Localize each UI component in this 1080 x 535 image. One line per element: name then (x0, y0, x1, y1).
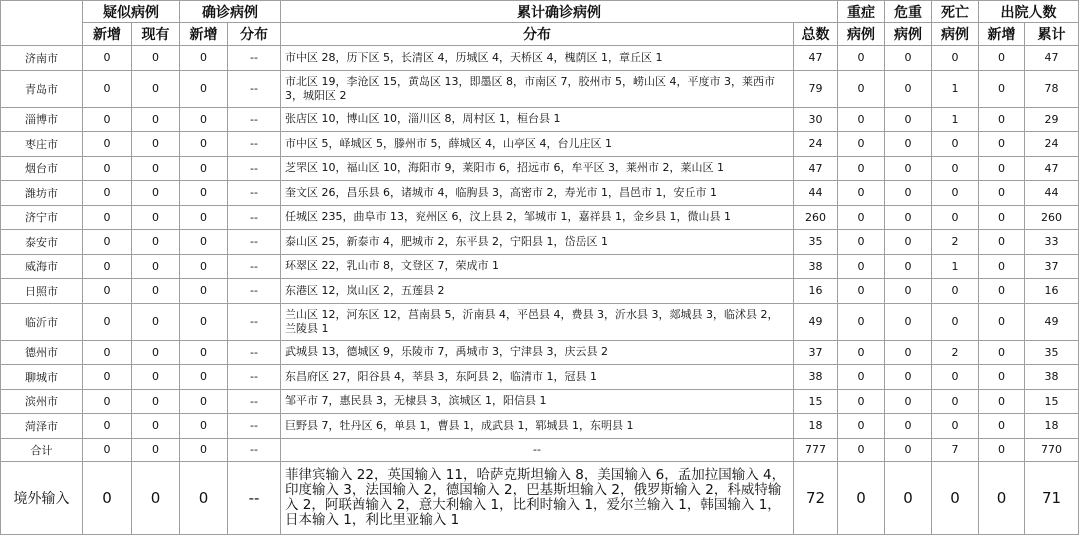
dis-new-cell: 0 (979, 461, 1025, 534)
city-cell: 聊城市 (1, 365, 83, 390)
critical-cell: 0 (885, 181, 932, 206)
distribution-cell: 兰山区 12，河东区 12，莒南县 5，沂南县 4，平邑县 4，费县 3，沂水县 3，郯城县 3，临沭县 2，兰陵县 1 (281, 303, 794, 340)
total-cell: 47 (794, 156, 838, 181)
conf-dist-cell: -- (228, 340, 281, 365)
conf-new-cell: 0 (180, 414, 228, 439)
dis-total-cell: 37 (1025, 254, 1079, 279)
distribution-cell: 巨野县 7，牡丹区 6，单县 1，曹县 1，成武县 1，郓城县 1，东明县 1 (281, 414, 794, 439)
total-cell: 35 (794, 230, 838, 255)
sus-current-cell: 0 (132, 340, 180, 365)
header-critical: 危重 (885, 1, 932, 23)
critical-cell: 0 (885, 414, 932, 439)
dis-total-cell: 24 (1025, 132, 1079, 157)
distribution-cell: 市中区 5，峄城区 5，滕州市 5，薛城区 4，山亭区 4，台儿庄区 1 (281, 132, 794, 157)
dis-total-cell: 260 (1025, 205, 1079, 230)
city-cell: 济宁市 (1, 205, 83, 230)
critical-cell: 0 (885, 340, 932, 365)
conf-dist-cell: -- (228, 254, 281, 279)
death-cell: 0 (932, 132, 979, 157)
death-cell: 0 (932, 365, 979, 390)
conf-new-cell: 0 (180, 461, 228, 534)
distribution-cell: 张店区 10，博山区 10，淄川区 8，周村区 1，桓台县 1 (281, 107, 794, 132)
dis-new-cell: 0 (979, 132, 1025, 157)
dis-new-cell: 0 (979, 181, 1025, 206)
total-cell: 47 (794, 46, 838, 71)
severe-cell: 0 (838, 438, 885, 461)
sus-new-cell: 0 (83, 70, 132, 107)
table-body (1, 46, 1079, 535)
sus-new-cell: 0 (83, 303, 132, 340)
sus-current-cell: 0 (132, 46, 180, 71)
table-row (1, 205, 1079, 230)
distribution-cell: 环翠区 22，乳山市 8，文登区 7，荣成市 1 (281, 254, 794, 279)
sus-new-cell: 0 (83, 340, 132, 365)
severe-cell: 0 (838, 230, 885, 255)
severe-cell: 0 (838, 461, 885, 534)
severe-cell: 0 (838, 132, 885, 157)
sus-new-cell: 0 (83, 205, 132, 230)
death-cell: 1 (932, 107, 979, 132)
sus-new-cell: 0 (83, 132, 132, 157)
critical-cell: 0 (885, 389, 932, 414)
header-sus-new: 新增 (83, 23, 132, 46)
death-cell: 0 (932, 414, 979, 439)
dis-new-cell: 0 (979, 70, 1025, 107)
distribution-cell: 东港区 12，岚山区 2，五莲县 2 (281, 279, 794, 304)
distribution-cell: 邹平市 7，惠民县 3，无棣县 3，滨城区 1，阳信县 1 (281, 389, 794, 414)
critical-cell: 0 (885, 70, 932, 107)
conf-dist-cell: -- (228, 181, 281, 206)
distribution-cell: 市中区 28，历下区 5，长清区 4，历城区 4，天桥区 4，槐荫区 1，章丘区 1 (281, 46, 794, 71)
death-cell: 0 (932, 389, 979, 414)
death-cell: 0 (932, 303, 979, 340)
total-row (1, 438, 1079, 461)
dis-new-cell: 0 (979, 389, 1025, 414)
city-cell: 临沂市 (1, 303, 83, 340)
sus-current-cell: 0 (132, 254, 180, 279)
total-cell: 37 (794, 340, 838, 365)
city-cell: 淄博市 (1, 107, 83, 132)
conf-new-cell: 0 (180, 389, 228, 414)
foreign-import-row (1, 461, 1079, 534)
dis-new-cell: 0 (979, 279, 1025, 304)
header-death: 死亡 (932, 1, 979, 23)
table-row (1, 46, 1079, 71)
table-row (1, 132, 1079, 157)
distribution-cell: 市北区 19，李沧区 15，黄岛区 13，即墨区 8，市南区 7，胶州市 5，崂山区 4，平度市 3，莱西市 3，城阳区 2 (281, 70, 794, 107)
header-blank (1, 1, 83, 46)
severe-cell: 0 (838, 279, 885, 304)
sus-new-cell: 0 (83, 461, 132, 534)
conf-new-cell: 0 (180, 279, 228, 304)
critical-cell: 0 (885, 132, 932, 157)
sus-current-cell: 0 (132, 389, 180, 414)
sus-current-cell: 0 (132, 230, 180, 255)
conf-dist-cell: -- (228, 107, 281, 132)
dis-new-cell: 0 (979, 340, 1025, 365)
sus-new-cell: 0 (83, 438, 132, 461)
header-cum-total: 总数 (794, 23, 838, 46)
dis-total-cell: 29 (1025, 107, 1079, 132)
conf-dist-cell: -- (228, 205, 281, 230)
dis-total-cell: 33 (1025, 230, 1079, 255)
header-conf-new: 新增 (180, 23, 228, 46)
conf-new-cell: 0 (180, 156, 228, 181)
severe-cell: 0 (838, 46, 885, 71)
conf-new-cell: 0 (180, 107, 228, 132)
conf-new-cell: 0 (180, 340, 228, 365)
sus-new-cell: 0 (83, 254, 132, 279)
header-conf-dist: 分布 (228, 23, 281, 46)
header-row-sub (1, 23, 1079, 46)
city-cell: 合计 (1, 438, 83, 461)
total-cell: 44 (794, 181, 838, 206)
dis-total-cell: 78 (1025, 70, 1079, 107)
sus-new-cell: 0 (83, 156, 132, 181)
total-cell: 777 (794, 438, 838, 461)
dis-total-cell: 770 (1025, 438, 1079, 461)
death-cell: 0 (932, 46, 979, 71)
dis-new-cell: 0 (979, 365, 1025, 390)
header-cumulative: 累计确诊病例 (281, 1, 838, 23)
conf-new-cell: 0 (180, 205, 228, 230)
critical-cell: 0 (885, 254, 932, 279)
dis-new-cell: 0 (979, 46, 1025, 71)
city-cell: 烟台市 (1, 156, 83, 181)
sus-current-cell: 0 (132, 107, 180, 132)
severe-cell: 0 (838, 340, 885, 365)
header-discharged: 出院人数 (979, 1, 1079, 23)
header-severe-sub: 病例 (838, 23, 885, 46)
dis-new-cell: 0 (979, 438, 1025, 461)
sus-current-cell: 0 (132, 279, 180, 304)
dis-total-cell: 16 (1025, 279, 1079, 304)
conf-dist-cell: -- (228, 230, 281, 255)
severe-cell: 0 (838, 107, 885, 132)
conf-new-cell: 0 (180, 438, 228, 461)
city-cell: 潍坊市 (1, 181, 83, 206)
severe-cell: 0 (838, 70, 885, 107)
conf-dist-cell: -- (228, 389, 281, 414)
conf-new-cell: 0 (180, 181, 228, 206)
death-cell: 0 (932, 205, 979, 230)
table-row (1, 70, 1079, 107)
header-confirmed: 确诊病例 (180, 1, 281, 23)
severe-cell: 0 (838, 254, 885, 279)
conf-new-cell: 0 (180, 70, 228, 107)
critical-cell: 0 (885, 438, 932, 461)
header-row-top (1, 1, 1079, 23)
table-row (1, 365, 1079, 390)
city-cell: 菏泽市 (1, 414, 83, 439)
sus-new-cell: 0 (83, 107, 132, 132)
total-cell: 16 (794, 279, 838, 304)
city-cell: 泰安市 (1, 230, 83, 255)
critical-cell: 0 (885, 365, 932, 390)
sus-current-cell: 0 (132, 461, 180, 534)
header-suspected: 疑似病例 (83, 1, 180, 23)
conf-dist-cell: -- (228, 46, 281, 71)
sus-current-cell: 0 (132, 205, 180, 230)
conf-new-cell: 0 (180, 365, 228, 390)
sus-current-cell: 0 (132, 365, 180, 390)
conf-dist-cell: -- (228, 461, 281, 534)
dis-new-cell: 0 (979, 230, 1025, 255)
death-cell: 0 (932, 156, 979, 181)
distribution-cell: 东昌府区 27，阳谷县 4，莘县 3，东阿县 2，临清市 1，冠县 1 (281, 365, 794, 390)
conf-dist-cell: -- (228, 365, 281, 390)
sus-current-cell: 0 (132, 70, 180, 107)
total-cell: 24 (794, 132, 838, 157)
table-row (1, 156, 1079, 181)
death-cell: 1 (932, 254, 979, 279)
total-cell: 18 (794, 414, 838, 439)
dis-total-cell: 18 (1025, 414, 1079, 439)
sus-current-cell: 0 (132, 414, 180, 439)
dis-total-cell: 47 (1025, 46, 1079, 71)
total-cell: 72 (794, 461, 838, 534)
dis-total-cell: 35 (1025, 340, 1079, 365)
table-row (1, 254, 1079, 279)
conf-dist-cell: -- (228, 156, 281, 181)
critical-cell: 0 (885, 107, 932, 132)
dis-new-cell: 0 (979, 254, 1025, 279)
death-cell: 1 (932, 70, 979, 107)
conf-new-cell: 0 (180, 230, 228, 255)
header-dis-new: 新增 (979, 23, 1025, 46)
severe-cell: 0 (838, 205, 885, 230)
dis-total-cell: 49 (1025, 303, 1079, 340)
city-cell: 德州市 (1, 340, 83, 365)
death-cell: 2 (932, 230, 979, 255)
total-cell: 15 (794, 389, 838, 414)
critical-cell: 0 (885, 279, 932, 304)
critical-cell: 0 (885, 461, 932, 534)
table-row (1, 230, 1079, 255)
dis-total-cell: 47 (1025, 156, 1079, 181)
conf-dist-cell: -- (228, 132, 281, 157)
total-cell: 30 (794, 107, 838, 132)
sus-current-cell: 0 (132, 303, 180, 340)
critical-cell: 0 (885, 205, 932, 230)
total-cell: 260 (794, 205, 838, 230)
death-cell: 0 (932, 279, 979, 304)
conf-new-cell: 0 (180, 46, 228, 71)
table-row (1, 107, 1079, 132)
dis-new-cell: 0 (979, 156, 1025, 181)
death-cell: 7 (932, 438, 979, 461)
distribution-cell: 奎文区 26，昌乐县 6，诸城市 4，临朐县 3，高密市 2，寿光市 1，昌邑市 1，安丘市 1 (281, 181, 794, 206)
city-cell: 威海市 (1, 254, 83, 279)
sus-current-cell: 0 (132, 438, 180, 461)
table-row (1, 340, 1079, 365)
sus-current-cell: 0 (132, 156, 180, 181)
conf-dist-cell: -- (228, 438, 281, 461)
header-severe: 重症 (838, 1, 885, 23)
critical-cell: 0 (885, 156, 932, 181)
distribution-cell: 菲律宾输入 22，英国输入 11，哈萨克斯坦输入 8，美国输入 6，孟加拉国输入 4，印度输入 3，法国输入 2，德国输入 2，巴基斯坦输入 2，俄罗斯输入 2，科威特输入 2，阿联酋输入 2，意大利输入 1，比利时输入 1，爱尔兰输入 1，韩国输入 1，日本输入 1，利比里亚输入 1 (281, 461, 794, 534)
dis-total-cell: 44 (1025, 181, 1079, 206)
conf-new-cell: 0 (180, 132, 228, 157)
sus-current-cell: 0 (132, 181, 180, 206)
severe-cell: 0 (838, 156, 885, 181)
critical-cell: 0 (885, 303, 932, 340)
dis-new-cell: 0 (979, 107, 1025, 132)
conf-new-cell: 0 (180, 303, 228, 340)
severe-cell: 0 (838, 303, 885, 340)
dis-new-cell: 0 (979, 205, 1025, 230)
total-cell: 79 (794, 70, 838, 107)
sus-new-cell: 0 (83, 389, 132, 414)
distribution-cell: -- (281, 438, 794, 461)
total-cell: 38 (794, 365, 838, 390)
table-row (1, 279, 1079, 304)
critical-cell: 0 (885, 230, 932, 255)
death-cell: 2 (932, 340, 979, 365)
city-cell: 滨州市 (1, 389, 83, 414)
conf-dist-cell: -- (228, 303, 281, 340)
table-row (1, 181, 1079, 206)
dis-total-cell: 38 (1025, 365, 1079, 390)
sus-new-cell: 0 (83, 181, 132, 206)
sus-current-cell: 0 (132, 132, 180, 157)
city-cell: 济南市 (1, 46, 83, 71)
sus-new-cell: 0 (83, 230, 132, 255)
total-cell: 38 (794, 254, 838, 279)
dis-new-cell: 0 (979, 414, 1025, 439)
severe-cell: 0 (838, 365, 885, 390)
conf-dist-cell: -- (228, 70, 281, 107)
header-cum-dist: 分布 (281, 23, 794, 46)
distribution-cell: 芝罘区 10，福山区 10，海阳市 9，莱阳市 6，招远市 6，牟平区 3，莱州市 2，莱山区 1 (281, 156, 794, 181)
city-cell: 日照市 (1, 279, 83, 304)
table-row (1, 303, 1079, 340)
conf-dist-cell: -- (228, 279, 281, 304)
dis-total-cell: 15 (1025, 389, 1079, 414)
conf-new-cell: 0 (180, 254, 228, 279)
dis-total-cell: 71 (1025, 461, 1079, 534)
city-cell: 青岛市 (1, 70, 83, 107)
sus-new-cell: 0 (83, 365, 132, 390)
header-sus-current: 现有 (132, 23, 180, 46)
distribution-cell: 任城区 235，曲阜市 13，兖州区 6，汶上县 2，邹城市 1，嘉祥县 1，金乡县 1，微山县 1 (281, 205, 794, 230)
distribution-cell: 泰山区 25，新泰市 4，肥城市 2，东平县 2，宁阳县 1，岱岳区 1 (281, 230, 794, 255)
table-row (1, 389, 1079, 414)
severe-cell: 0 (838, 389, 885, 414)
severe-cell: 0 (838, 414, 885, 439)
death-cell: 0 (932, 461, 979, 534)
dis-new-cell: 0 (979, 303, 1025, 340)
distribution-cell: 武城县 13，德城区 9，乐陵市 7，禹城市 3，宁津县 3，庆云县 2 (281, 340, 794, 365)
total-cell: 49 (794, 303, 838, 340)
death-cell: 0 (932, 181, 979, 206)
city-cell: 枣庄市 (1, 132, 83, 157)
city-cell: 境外输入 (1, 461, 83, 534)
conf-dist-cell: -- (228, 414, 281, 439)
header-critical-sub: 病例 (885, 23, 932, 46)
sus-new-cell: 0 (83, 46, 132, 71)
sus-new-cell: 0 (83, 279, 132, 304)
severe-cell: 0 (838, 181, 885, 206)
sus-new-cell: 0 (83, 414, 132, 439)
header-death-sub: 病例 (932, 23, 979, 46)
table-row (1, 414, 1079, 439)
critical-cell: 0 (885, 46, 932, 71)
header-dis-total: 累计 (1025, 23, 1079, 46)
